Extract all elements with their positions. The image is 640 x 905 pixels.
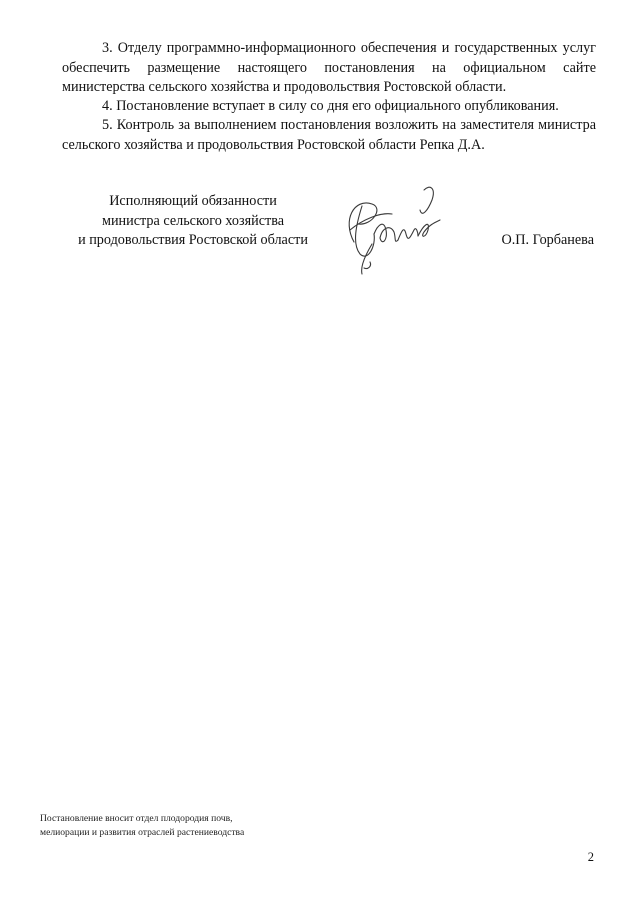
paragraph-item-4: 4. Постановление вступает в силу со дня его официального опубликования. (102, 98, 559, 114)
footer-note-line-2: мелиорации и развития отраслей растениеводства (40, 827, 245, 838)
footer-note-line-1: Постановление вносит отдел плодородия почв, (40, 813, 233, 824)
signatory-position-line-1: Исполняющий обязанности (109, 193, 277, 209)
signatory-position-line-3: и продовольствия Ростовской области (78, 232, 308, 248)
signatory-position (62, 192, 324, 251)
signatory-name: О.П. Горбанева (501, 232, 594, 248)
footer-note (40, 812, 244, 840)
handwritten-signature (332, 180, 450, 280)
page-number: 2 (587, 850, 594, 864)
paragraph-item-5: 5. Контроль за выполнением постановления возложить на заместителя министра сельского хозяйства и продовольствия Ростовской области Репка Д.А. (62, 117, 596, 153)
paragraph-item-3: 3. Отделу программно-информационного обеспечения и государственных услуг обеспечить размещение настоящего постановления на официальном сайте министерства сельского хозяйства и продовольствия Ростовской области. (62, 40, 596, 95)
signatory-position-line-2: министра сельского хозяйства (101, 212, 285, 229)
